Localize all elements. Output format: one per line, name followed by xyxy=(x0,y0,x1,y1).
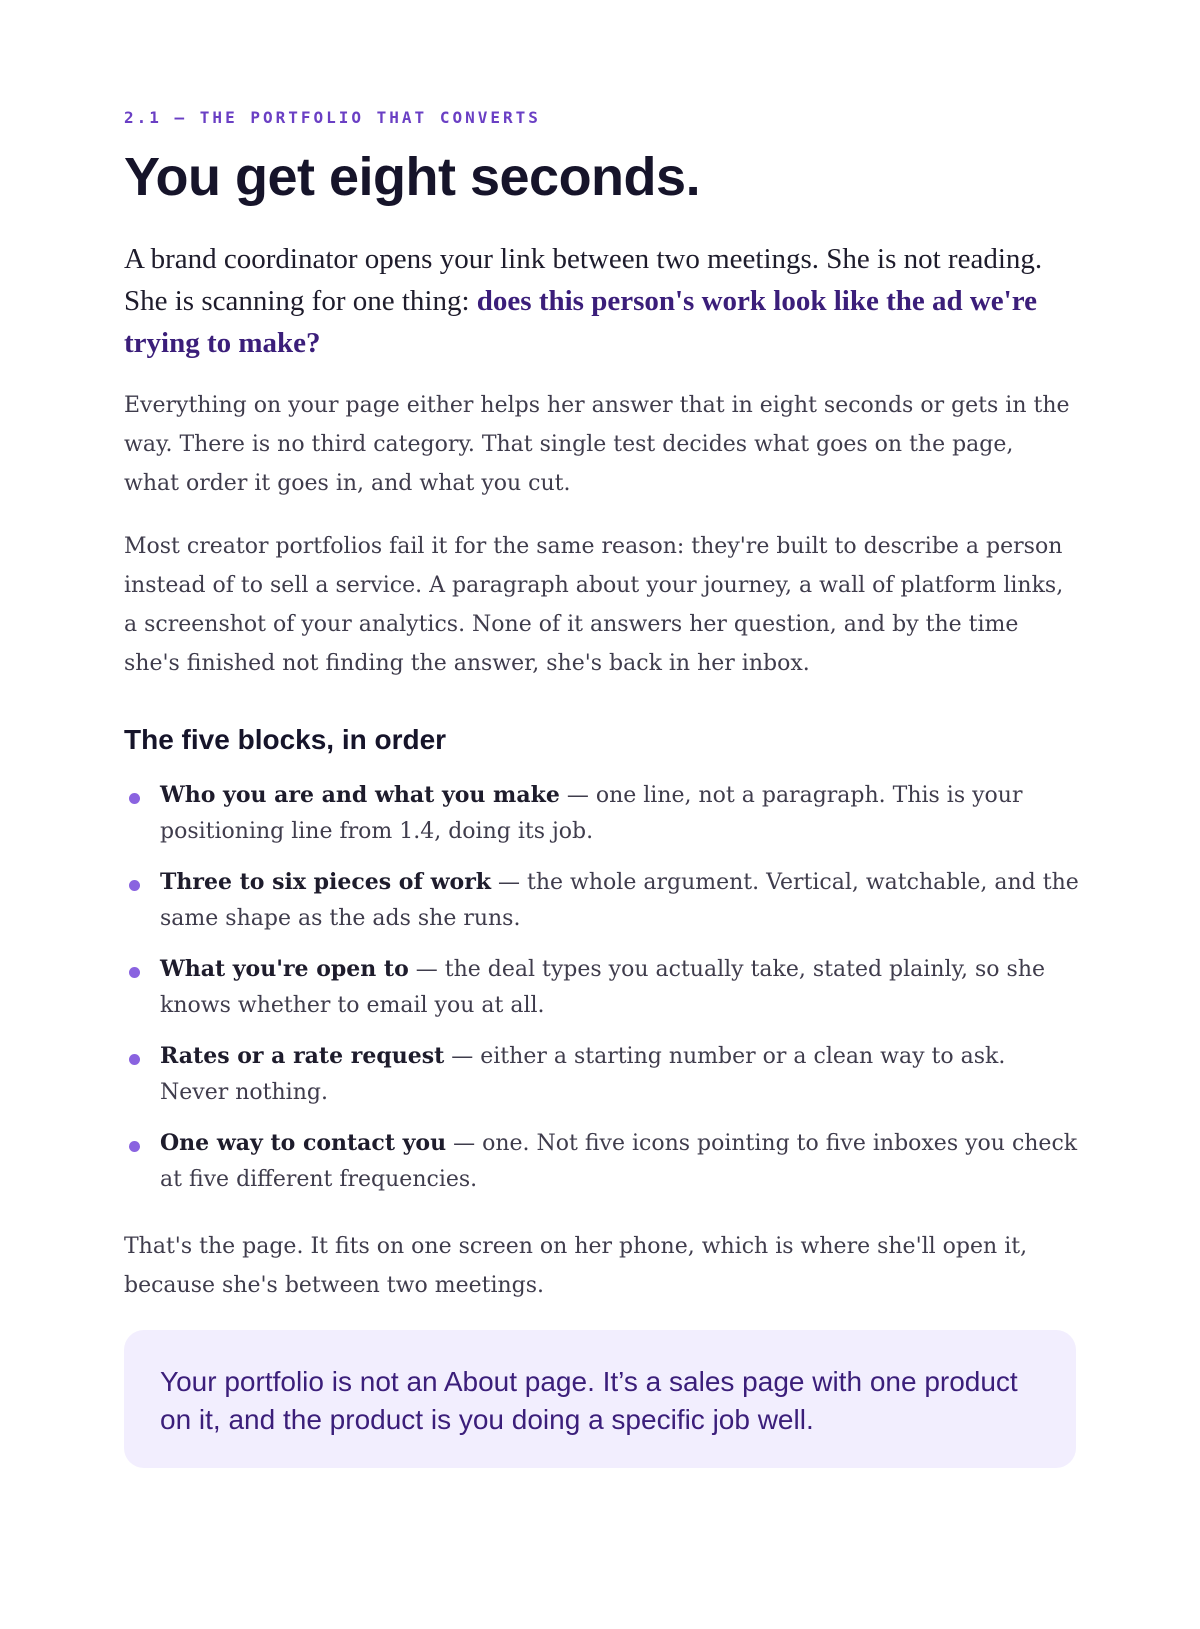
bullet-dot-icon xyxy=(129,793,140,804)
list-item xyxy=(124,777,1080,864)
block-description: — the whole argument. Vertical, watchable, and the same shape as the ads she runs. xyxy=(160,870,1079,931)
callout-box xyxy=(124,1330,1076,1468)
body-paragraph-2: Most creator portfolios fail it for the same reason: they're built to describe a person instead of to sell a service. A paragraph about your journey, a wall of platform links, a screenshot of your analytics. None of it answers her question, and by the time she's finished not finding the answer, she's back in her inbox. xyxy=(124,534,1064,676)
blocks-list xyxy=(124,777,1080,1212)
bullet-dot-icon xyxy=(129,1141,140,1152)
lede-paragraph xyxy=(124,238,1044,364)
lede-emphasis: does this person's work look like the ad we're trying to make? xyxy=(124,285,1037,359)
block-description: — one. Not five icons pointing to five inboxes you check at five different frequencies. xyxy=(160,1131,1078,1192)
section-heading: The five blocks, in order xyxy=(124,724,447,755)
block-description: — either a starting number or a clean way to ask. Never nothing. xyxy=(160,1044,1006,1105)
block-term: What you're open to xyxy=(160,956,409,982)
list-item xyxy=(124,864,1080,951)
page-title: You get eight seconds. xyxy=(124,147,701,207)
block-term: Rates or a rate request xyxy=(160,1043,445,1069)
list-item xyxy=(124,1038,1080,1125)
block-term: One way to contact you xyxy=(160,1130,447,1156)
body-paragraph-1: Everything on your page either helps her answer that in eight seconds or gets in the way. There is no third category. That single test decides what goes on the page, what order it goes in, and what you cut. xyxy=(124,393,1070,496)
callout-text: Your portfolio is not an About page. It’s a sales page with one product on it, and the product is you doing a specific job well. xyxy=(160,1366,1018,1435)
block-term: Who you are and what you make xyxy=(160,782,560,808)
list-item xyxy=(124,951,1080,1038)
lede-text: A brand coordinator opens your link between two meetings. She is not reading. She is scanning for one thing: xyxy=(124,243,1043,317)
section-eyebrow: 2.1 — THE PORTFOLIO THAT CONVERTS xyxy=(124,108,541,127)
bullet-dot-icon xyxy=(129,967,140,978)
block-term: Three to six pieces of work xyxy=(160,869,492,895)
block-description: — the deal types you actually take, stated plainly, so she knows whether to email you at all. xyxy=(160,957,1046,1018)
closing-paragraph: That's the page. It fits on one screen on her phone, which is where she'll open it, because she's between two meetings. xyxy=(124,1234,1028,1298)
list-item xyxy=(124,1125,1080,1212)
bullet-dot-icon xyxy=(129,880,140,891)
block-description: — one line, not a paragraph. This is your positioning line from 1.4, doing its job. xyxy=(160,783,1023,844)
bullet-dot-icon xyxy=(129,1054,140,1065)
